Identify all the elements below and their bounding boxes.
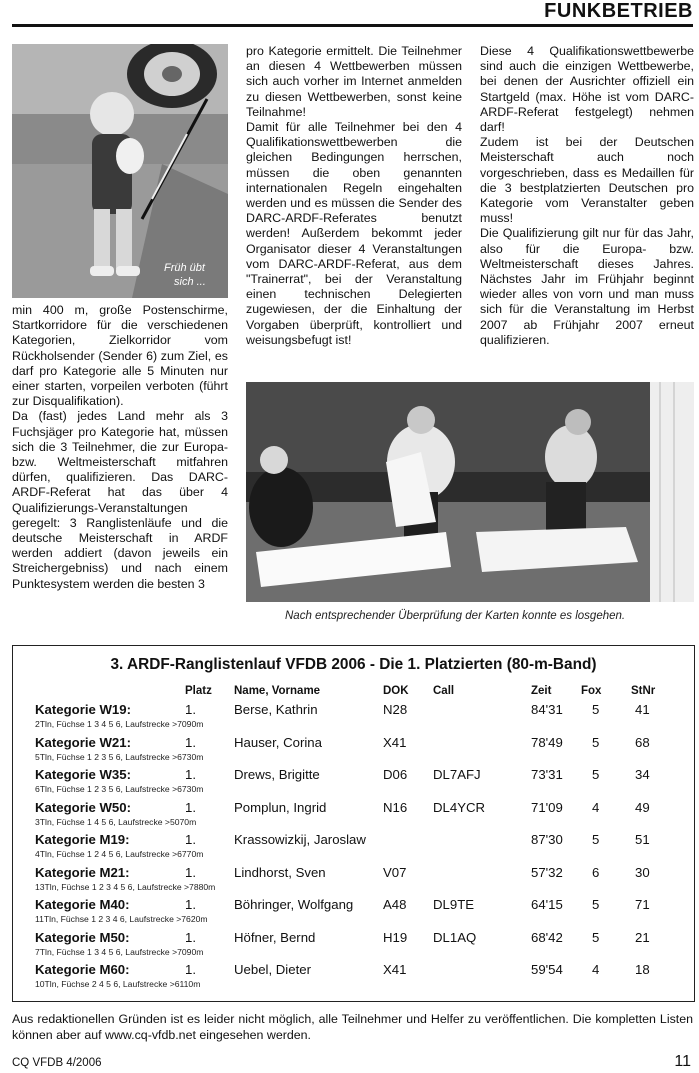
table-row (13, 767, 694, 799)
article-column-1 (12, 303, 228, 592)
photo-child-with-antenna (12, 44, 228, 298)
cell-call: DL7AFJ (433, 767, 481, 782)
results-table (12, 645, 695, 1002)
cell-stnr: 21 (635, 929, 650, 945)
cell-fox: 4 (592, 799, 600, 815)
category-details: 3Tln, Füchse 1 4 5 6, Laufstrecke >5070m (35, 816, 197, 827)
cell-fox: 5 (592, 702, 600, 717)
cell-fox: 5 (592, 734, 600, 750)
section-title: FUNKBETRIEB (544, 0, 693, 22)
col-header-platz: Platz (185, 685, 212, 697)
cell-platz: 1. (185, 832, 196, 847)
table-row (13, 930, 694, 962)
cell-dok: H19 (383, 929, 408, 945)
category-details: 4Tln, Füchse 1 2 4 5 6, Laufstrecke >6770m (35, 849, 204, 859)
cell-stnr: 30 (635, 864, 650, 880)
paragraph: Diese 4 Qualifikationswettbewerbe sind auch die einzigen Wettbewerbe, bei denen der Ausrichter offiziell ein Startgeld (max. Höhe ist vom DARC-ARDF-Referat festgelegt) nehmen darf! (480, 44, 694, 135)
cell-zeit: 84'31 (531, 702, 563, 717)
cell-platz: 1. (185, 767, 196, 782)
cell-fox: 5 (592, 929, 600, 945)
cell-name: Uebel, Dieter (234, 962, 311, 977)
table-row (13, 735, 694, 767)
cell-name: Böhringer, Wolfgang (234, 897, 354, 912)
page-number: 11 (674, 1053, 691, 1070)
cell-fox: 6 (592, 864, 600, 880)
table-row (13, 702, 694, 734)
cell-zeit: 59'54 (531, 962, 563, 977)
results-title: 3. ARDF-Ranglistenlauf VFDB 2006 - Die 1. Platzierten (80-m-Band) (110, 656, 597, 673)
article-column-3 (480, 44, 694, 348)
cell-zeit: 71'09 (531, 799, 563, 815)
cell-fox: 5 (592, 832, 600, 847)
col-header-zeit: Zeit (531, 685, 552, 697)
category-details: 6Tln, Füchse 1 2 3 5 6, Laufstrecke >6730m (35, 784, 204, 794)
cell-stnr: 49 (635, 799, 650, 815)
cell-name: Drews, Brigitte (234, 767, 320, 782)
cell-dok: X41 (383, 734, 407, 750)
category-label: Kategorie M19: (35, 832, 130, 847)
cell-platz: 1. (185, 799, 196, 815)
cell-platz: 1. (185, 702, 196, 717)
cell-dok: N28 (383, 702, 408, 717)
cell-name: Hauser, Corina (234, 734, 322, 750)
cell-stnr: 34 (635, 767, 650, 782)
category-details: 2Tln, Füchse 1 3 4 5 6, Laufstrecke >7090m (35, 719, 204, 729)
cell-name: Höfner, Bernd (234, 929, 316, 945)
cell-call: DL4YCR (433, 799, 486, 815)
table-row (13, 865, 694, 897)
category-label: Kategorie M50: (35, 929, 130, 945)
cell-fox: 4 (592, 962, 600, 977)
cell-dok: A48 (383, 897, 407, 912)
cell-platz: 1. (185, 897, 196, 912)
cell-dok: X41 (383, 962, 407, 977)
category-label: Kategorie M21: (35, 864, 130, 880)
col-header-fox: Fox (581, 685, 602, 697)
category-label: Kategorie M40: (35, 897, 130, 912)
cell-platz: 1. (185, 864, 196, 880)
photo-caption-line1: Früh übt (164, 262, 205, 274)
article-column-2 (246, 44, 462, 348)
paragraph: Da (fast) jedes Land mehr als 3 Fuchsjäger pro Kategorie hat, müssen sich die 3 Teilnehmer, die zur Europa- bzw. Weltmeisterschaft mitfahren dürfen, qualifizieren. Das DARC-ARDF-Referat hat das über 4 Qualifizierungs-Veranstaltungen geregelt: 3 Ranglistenläufe und die deutsche Meisterschaft in ARDF werden addiert (davon jeweils ein Streichergebniss) und nach einem Punktesystem werden die besten 3 (12, 409, 228, 591)
category-details: 5Tln, Füchse 1 2 3 5 6, Laufstrecke >6730m (35, 751, 204, 762)
paragraph: min 400 m, große Postenschirme, Startkorridore für die verschiedenen Kategorien, Zielkorridor vom Rückholsender (Sender 6) zum Ziel, es darf pro Kategorie alle 5 Minuten nur einer starten, vorpeilen verboten (führt zur Disqualifikation). (12, 303, 228, 409)
table-row (13, 832, 694, 864)
category-label: Kategorie M60: (35, 962, 130, 977)
col-header-dok: DOK (383, 685, 409, 697)
cell-platz: 1. (185, 734, 196, 750)
cell-stnr: 68 (635, 734, 650, 750)
photo-caption-line2: sich ... (174, 276, 206, 288)
cell-zeit: 78'49 (531, 734, 563, 750)
col-header-name: Name, Vorname (234, 685, 321, 697)
table-row (13, 962, 694, 994)
cell-name: Pomplun, Ingrid (234, 799, 327, 815)
col-header-stnr: StNr (631, 685, 656, 697)
category-label: Kategorie W19: (35, 702, 131, 717)
photo-map-check (246, 382, 694, 602)
table-row (13, 897, 694, 929)
cell-name: Krassowizkij, Jaroslaw (234, 832, 366, 847)
category-details: 13Tln, Füchse 1 2 3 4 5 6, Laufstrecke >7880m (35, 881, 216, 892)
cell-dok: V07 (383, 864, 407, 880)
cell-fox: 5 (592, 897, 600, 912)
category-label: Kategorie W21: (35, 734, 131, 750)
paragraph: Zudem ist bei der Deutschen Meisterschaft auch noch vorgeschrieben, dass es Medaillen für die 3 bestplatzierten Deutschen pro Kategorie vom Veranstalter geben muss! (480, 135, 694, 226)
header-rule (12, 24, 693, 27)
cell-platz: 1. (185, 929, 196, 945)
cell-stnr: 71 (635, 897, 650, 912)
category-label: Kategorie W50: (35, 799, 131, 815)
cell-zeit: 68'42 (531, 929, 563, 945)
cell-stnr: 41 (635, 702, 650, 717)
cell-name: Berse, Kathrin (234, 702, 318, 717)
cell-stnr: 51 (635, 832, 650, 847)
cell-call: DL1AQ (433, 929, 477, 945)
cell-dok: N16 (383, 799, 408, 815)
footnote: Aus redaktionellen Gründen ist es leider nicht möglich, alle Teilnehmer und Helfer zu veröffentlichen. Die kompletten Listen können aber auf www.cq-vfdb.net eingesehen werden. (12, 1012, 693, 1042)
cell-zeit: 87'30 (531, 832, 563, 847)
cell-call: DL9TE (433, 897, 475, 912)
paragraph: Die Qualifizierung gilt nur für das Jahr, also für die Europa- bzw. Weltmeisterschaft dieses Jahres. Nächstes Jahr im Frühjahr beginnt wieder alles von vorn und man muss sich für die Veranstaltung im Herbst 2007 ab Frühjahr 2007 erneut qualifizieren. (480, 226, 694, 347)
cell-platz: 1. (185, 962, 196, 977)
cell-fox: 5 (592, 767, 600, 782)
paragraph: Damit für alle Teilnehmer bei den 4 Qualifikationswettbewerben die gleichen Bedingungen herrschen, müssen die oben genannten internationalen Regeln eingehalten werden und es müssen die Sender des DARC-ARDF-Referates benutzt werden! Außerdem bekommt jeder Organisator dieser 4 Veranstaltungen vom DARC-ARDF-Referat, aus dem "Trainerrat", bei der Veranstaltung einen technischen Delegierten zugewiesen, der die Einhaltung der Vorgaben überprüft, kontrolliert und weisungsbefugt ist! (246, 120, 462, 347)
category-details: 7Tln, Füchse 1 3 4 5 6, Laufstrecke >7090m (35, 946, 204, 957)
category-label: Kategorie W35: (35, 767, 131, 782)
photo-caption: Nach entsprechender Überprüfung der Karten konnte es losgehen. (285, 610, 626, 622)
paragraph: pro Kategorie ermittelt. Die Teilnehmer an diesen 4 Wettbewerben müssen sich auch vorher im Internet anmelden zu diesen Wettbewerben, sonst keine Teilnahme! (246, 44, 462, 119)
col-header-call: Call (433, 685, 455, 697)
cell-zeit: 64'15 (531, 897, 563, 912)
category-details: 10Tln, Füchse 2 4 5 6, Laufstrecke >6110m (35, 979, 201, 989)
cell-name: Lindhorst, Sven (234, 864, 326, 880)
cell-stnr: 18 (635, 962, 650, 977)
table-row (13, 800, 694, 832)
cell-dok: D06 (383, 767, 408, 782)
category-details: 11Tln, Füchse 1 2 3 4 6, Laufstrecke >7620m (35, 914, 208, 924)
cell-zeit: 57'32 (531, 864, 563, 880)
issue-label: CQ VFDB 4/2006 (12, 1057, 102, 1069)
cell-zeit: 73'31 (531, 767, 563, 782)
